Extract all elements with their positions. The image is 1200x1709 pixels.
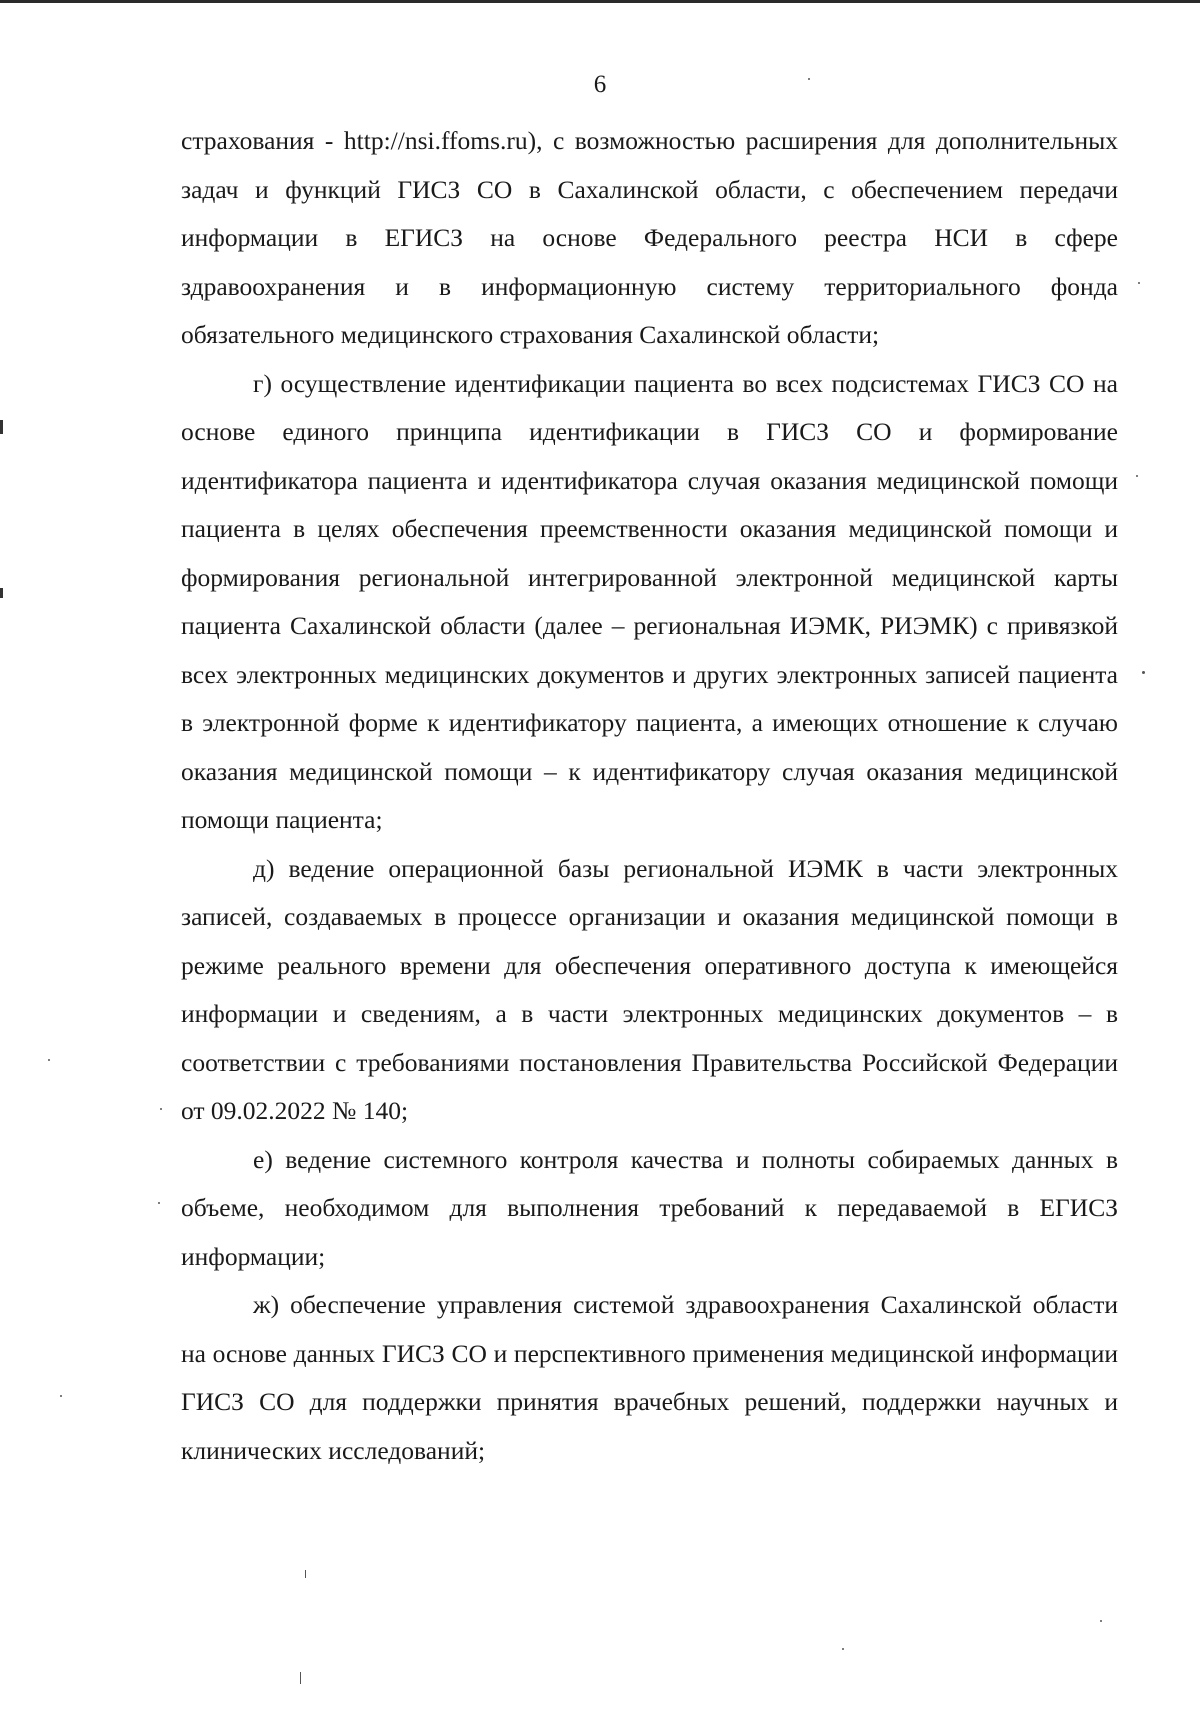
scan-speck <box>158 1202 160 1204</box>
scan-speck <box>300 1672 301 1684</box>
paragraph-item-d: д) ведение операционной базы региональной ИЭМК в части электронных записей, создаваемых в процессе организации и оказания медицинской помощи в режиме реального времени для обеспечения оперативного доступа к имеющейся информации и сведениям, а в части электронных медицинских документов – в соответствии с требованиями постановления Правительства Российской Федерации от 09.02.2022 № 140; <box>181 853 1118 1125</box>
paragraph-item-zh: ж) обеспечение управления системой здравоохранения Сахалинской области на основе данных ГИСЗ СО и перспективного применения медицинской информации ГИСЗ СО для поддержки принятия врачебных решений, поддержки научных и клинических исследований; <box>181 1290 1118 1465</box>
page-number: 6 <box>593 71 607 98</box>
paragraph-continuation: страхования - http://nsi.ffoms.ru), с возможностью расширения для дополнительных задач и функций ГИСЗ СО в Сахалинской области, с обеспечением передачи информации в ЕГИСЗ на основе Федерального реестра НСИ в сфере здравоохранения и в информационную систему территориального фонда обязательного медицинского страхования Сахалинской области; <box>181 126 1118 349</box>
page-top-border <box>0 0 1200 3</box>
scan-speck <box>1138 282 1140 284</box>
scan-speck <box>1100 1620 1102 1622</box>
scan-speck <box>48 1059 50 1061</box>
scan-speck <box>305 1570 306 1578</box>
scan-speck <box>842 1648 844 1650</box>
scan-speck <box>160 1108 162 1110</box>
scan-edge-mark <box>0 420 3 434</box>
document-body <box>181 117 1118 1475</box>
scan-speck <box>808 78 810 80</box>
scan-speck <box>60 1395 62 1397</box>
scan-speck <box>1136 475 1138 477</box>
scan-speck <box>1142 671 1145 674</box>
scan-edge-mark <box>0 588 3 598</box>
paragraph-item-g: г) осуществление идентификации пациента во всех подсистемах ГИСЗ СО на основе единого принципа идентификации в ГИСЗ СО и формирование идентификатора пациента и идентификатора случая оказания медицинской помощи пациента в целях обеспечения преемственности оказания медицинской помощи и формирования региональной интегрированной электронной медицинской карты пациента Сахалинской области (далее – региональная ИЭМК, РИЭМК) с привязкой всех электронных медицинских документов и других электронных записей пациента в электронной форме к идентификатору пациента, а имеющих отношение к случаю оказания медицинской помощи – к идентификатору случая оказания медицинской помощи пациента; <box>181 368 1118 834</box>
paragraph-item-e: е) ведение системного контроля качества и полноты собираемых данных в объеме, необходимом для выполнения требований к передаваемой в ЕГИСЗ информации; <box>181 1144 1118 1271</box>
